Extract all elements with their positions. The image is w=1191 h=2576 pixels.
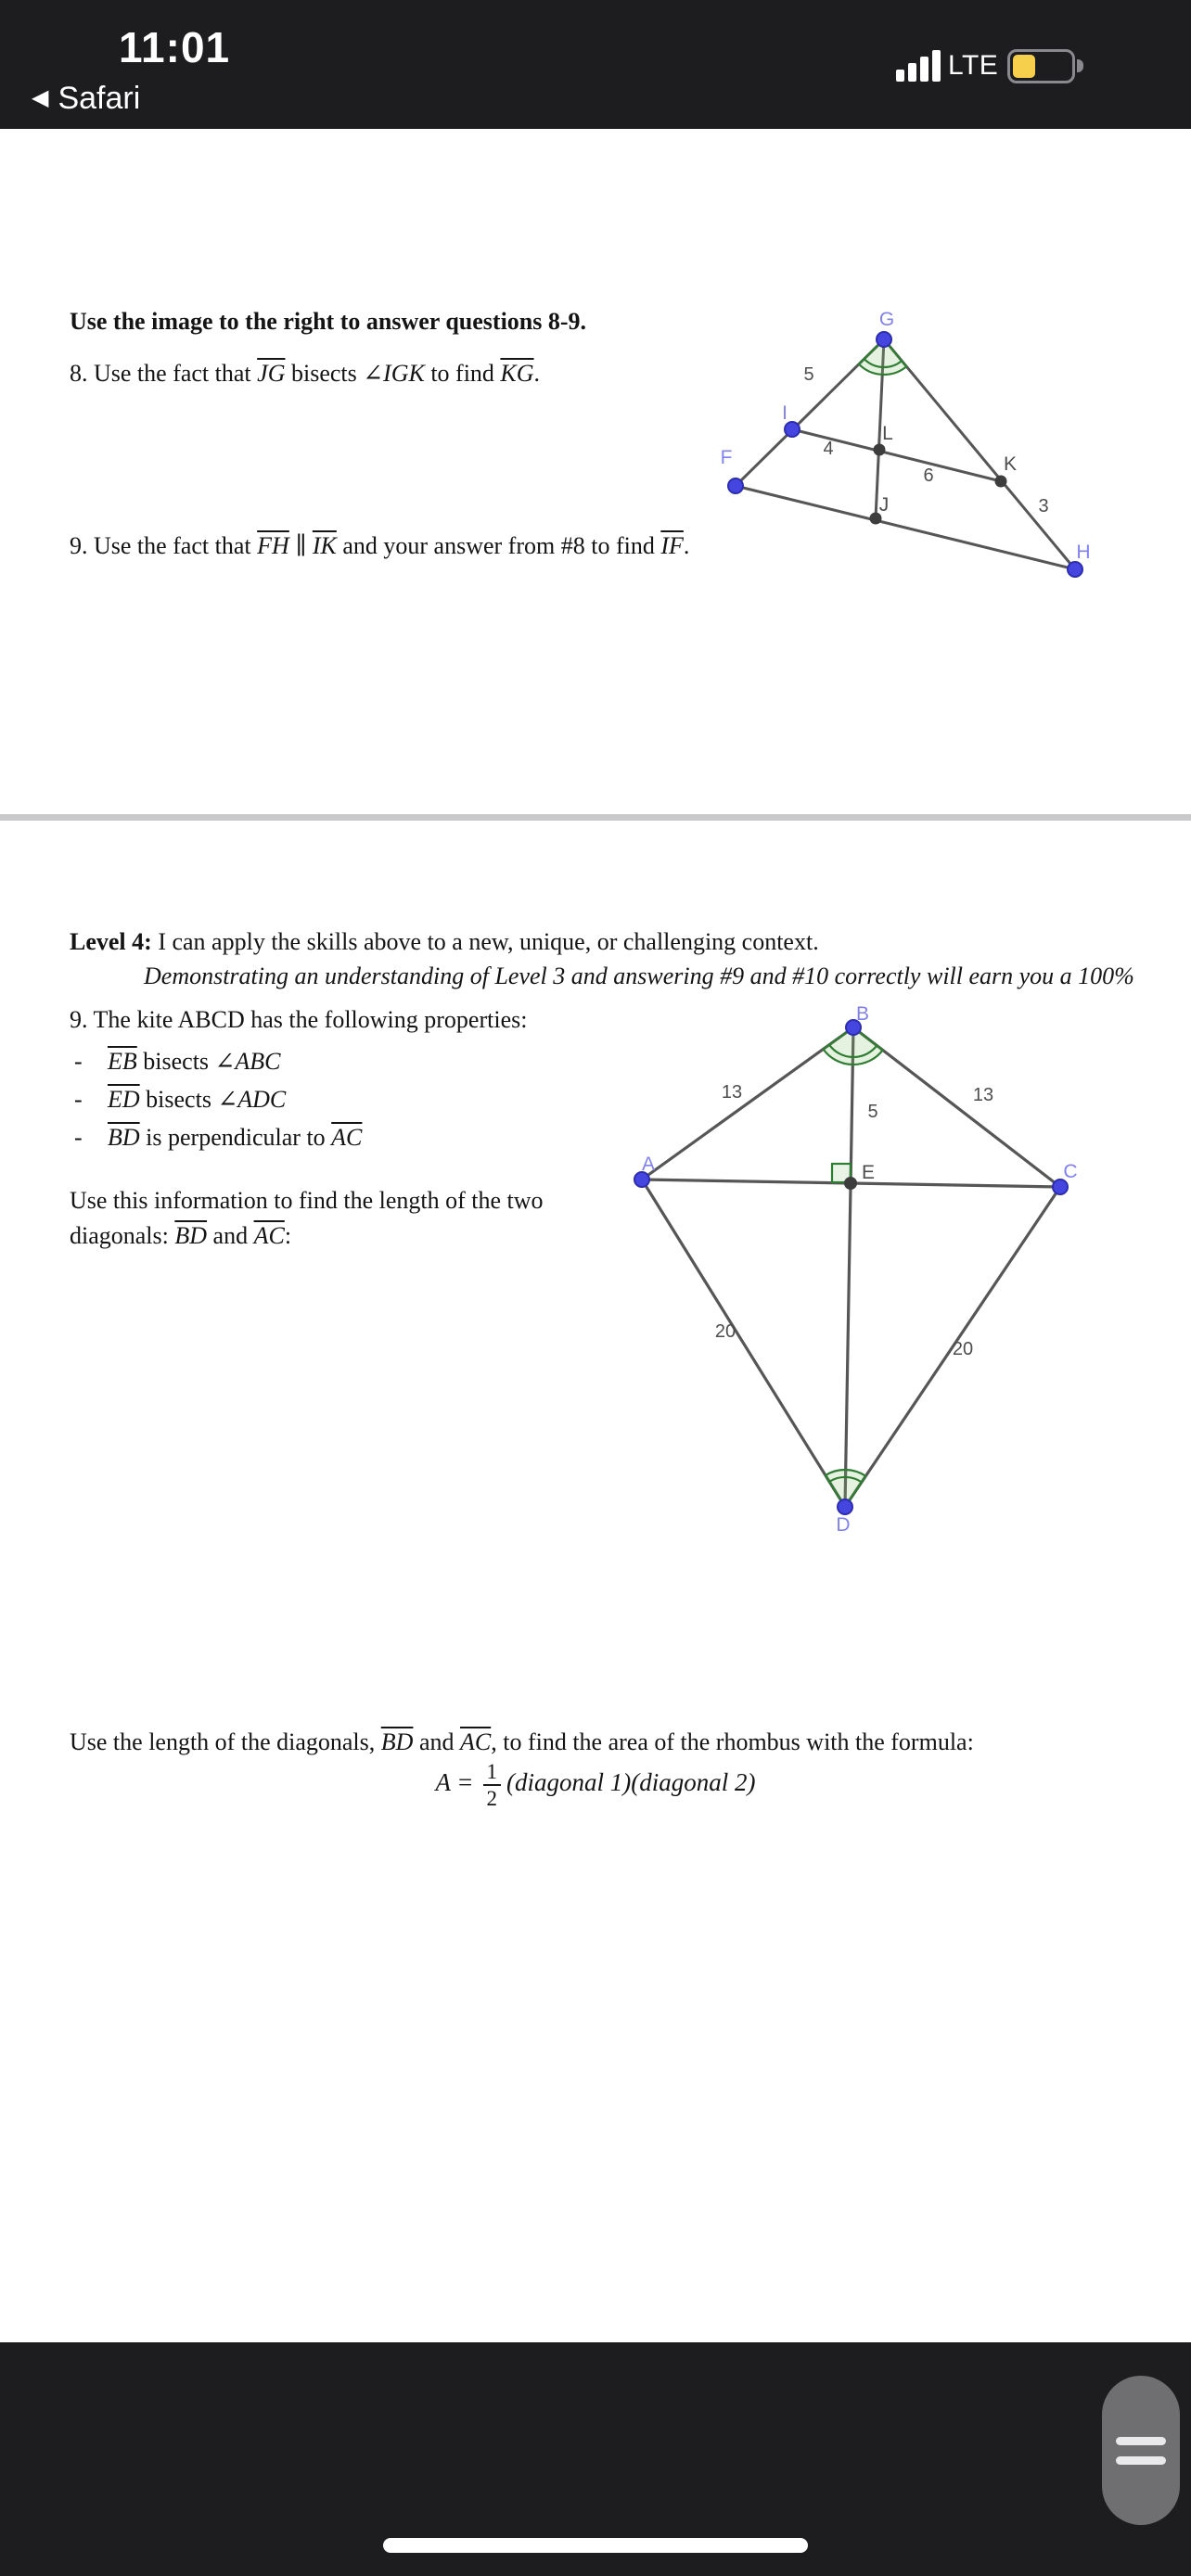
page1-heading: Use the image to the right to answer questions 8-9. [70,308,587,335]
useinfo-pre: diagonals: [70,1222,175,1249]
battery-fill [1013,55,1035,78]
point-d [838,1499,852,1514]
area-mid: and [413,1728,460,1755]
q9-pre: 9. Use the fact that [70,532,258,559]
segment-ac: $\overline{AC}$ [331,1124,363,1151]
area-instruction [70,1727,974,1758]
back-to-safari-button[interactable] [32,80,140,117]
segment-bd: $\overline{BD}$ [108,1124,140,1151]
use-info-line1: Use this information to find the length of the two [70,1187,544,1214]
back-arrow-icon: ◀ [32,85,49,110]
q9-end: . [683,532,690,559]
q9-segment-ik: $\overline{IK}$ [312,532,337,559]
status-time: 11:01 [119,23,231,71]
fraction-numerator: 1 [483,1760,502,1786]
point-l [874,444,886,456]
q8-end: . [533,360,541,387]
point-i [785,422,800,437]
label-j: J [878,494,890,516]
measure-ad: 20 [714,1321,736,1342]
level4-text: I can apply the skills above to a new, unique, or challenging context. [151,928,819,955]
label-f: F [720,447,733,468]
q9-segment-fh: $\overline{FH}$ [257,532,289,559]
segment-bd: $\overline{BD}$ [380,1728,414,1755]
bullet2-mid: bisects [139,1086,218,1113]
status-bar [0,0,1191,129]
page-divider [0,814,1191,821]
grabber-lines-icon [1116,2456,1166,2465]
network-type-label: LTE [948,50,999,81]
kite-figure [612,992,1095,1558]
label-i: I [782,402,788,424]
back-label: Safari [58,81,141,116]
level4-subtext: Demonstrating an understanding of Level 3 and answering #9 and #10 correctly will earn you a 100% [144,963,1134,989]
kite-bullet-3 [74,1122,362,1154]
cellular-signal-icon [896,45,941,84]
battery-icon [1007,47,1083,84]
label-h: H [1076,542,1091,563]
useinfo-mid: and [207,1222,254,1249]
segment-ed: $\overline{ED}$ [108,1086,140,1113]
segment-bd: $\overline{BD}$ [174,1222,208,1249]
formula-fraction [483,1760,502,1810]
label-k: K [1003,453,1018,475]
label-d: D [836,1514,851,1536]
bullet-dash: - [74,1086,83,1113]
bullet-dash: - [74,1124,83,1151]
label-g: G [878,309,895,330]
kite-edges [642,1027,1060,1507]
home-indicator[interactable] [383,2538,808,2553]
q9-segment-if: $\overline{IF}$ [660,532,684,559]
measure-bc: 13 [972,1085,994,1105]
question-9-text [70,530,689,562]
q9-mid2: and your answer from #8 to find [336,532,661,559]
label-b: B [855,1003,870,1025]
area-end: , to find the area of the rhombus with the formula: [491,1728,974,1755]
useinfo-end: : [284,1222,292,1249]
point-h [1068,562,1082,577]
bullet1-mid: bisects [136,1048,215,1075]
label-a: A [641,1154,656,1175]
segment-ac: $\overline{AC}$ [253,1222,285,1249]
measure-lk: 6 [923,465,934,486]
label-l: L [882,423,893,444]
battery-body [1007,49,1075,83]
measure-kh: 3 [1038,496,1049,516]
area-pre: Use the length of the diagonals, [70,1728,381,1755]
point-k [995,476,1007,488]
measure-be: 5 [867,1102,878,1122]
triangle-figure [668,295,1150,592]
segment-ac: $\overline{AC}$ [459,1728,492,1755]
kite-question-intro: 9. The kite ABCD has the following properties: [70,1006,528,1033]
scroll-grabber-button[interactable] [1102,2376,1180,2525]
kite-bullet-1 [74,1046,280,1078]
bullet-dash: - [74,1048,83,1075]
bullet3-mid: is perpendicular to [139,1124,332,1151]
kite-labels [642,1003,1078,1536]
triangle-edges [736,339,1075,569]
level4-heading [70,926,819,958]
area-formula [0,1760,1191,1810]
formula-rhs: (diagonal 1)(diagonal 2) [506,1768,756,1797]
q9-parallel: ∥ [288,532,313,559]
q8-mid1: bisects [285,360,364,387]
battery-nub [1077,59,1083,72]
measure-ab: 13 [721,1082,743,1103]
angle-adc: ∠ADC [217,1086,287,1113]
q8-angle-igk: ∠IGK [363,360,425,387]
label-c: C [1063,1161,1078,1182]
question-8-text [70,358,540,389]
measure-il: 4 [823,439,834,459]
kite-bullet-2 [74,1084,286,1116]
status-icons [896,45,1083,84]
bottom-bar [0,2342,1191,2576]
grabber-lines-icon [1116,2437,1166,2445]
triangle-labels [721,309,1091,563]
measure-dc: 20 [952,1339,974,1359]
point-f [728,478,743,493]
point-g [877,332,891,347]
formula-lhs: A = [435,1768,474,1797]
q8-pre: 8. Use the fact that [70,360,258,387]
q8-mid2: to find [424,360,501,387]
q8-segment-jg: $\overline{JG}$ [257,360,286,387]
measure-ig: 5 [803,364,814,385]
point-e [844,1177,857,1190]
q8-segment-kg: $\overline{KG}$ [500,360,534,387]
fraction-denominator: 2 [486,1787,497,1810]
level4-label: Level 4: [70,928,152,955]
label-e: E [862,1162,876,1183]
angle-abc: ∠ABC [214,1048,281,1075]
segment-eb: $\overline{EB}$ [108,1048,137,1075]
use-info-line2 [70,1220,291,1252]
